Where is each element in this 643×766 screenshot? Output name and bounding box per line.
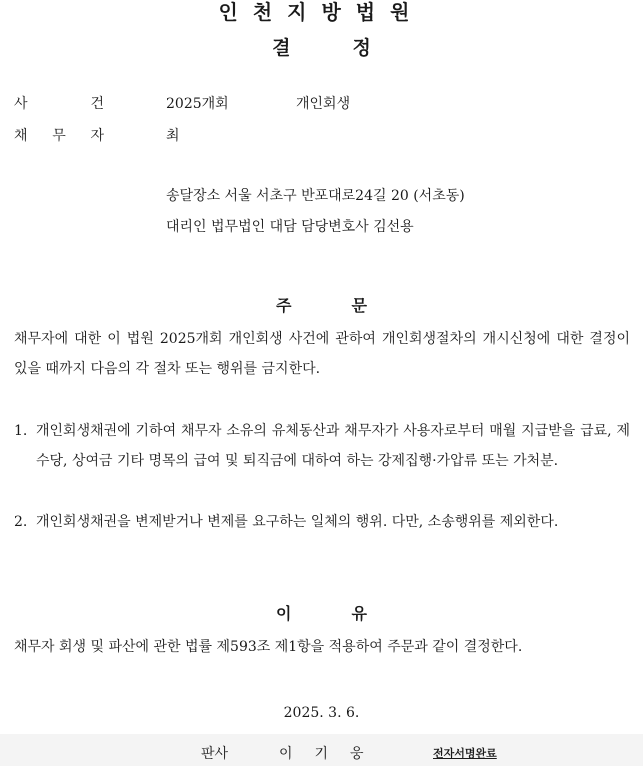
order-item-2-text: 개인회생채권을 변제받거나 변제를 요구하는 일체의 행위. 다만, 소송행위를 제외한다. bbox=[36, 514, 559, 530]
document-type-title: 결정 bbox=[272, 37, 433, 59]
agent-line: 대리인 법무법인 대담 담당변호사 김선용 bbox=[166, 219, 414, 235]
judge-title: 판사 bbox=[201, 746, 229, 762]
service-address: 송달장소 서울 서초구 반포대로24길 20 (서초동) bbox=[166, 188, 465, 204]
case-number: 2025개회 bbox=[166, 96, 229, 112]
judge-name: 이기웅 bbox=[279, 746, 386, 762]
order-heading: 주문 bbox=[276, 296, 427, 315]
case-name: 개인회생 bbox=[296, 96, 351, 112]
order-item-1 bbox=[14, 416, 630, 476]
debtor-name: 최 bbox=[166, 128, 180, 144]
order-item-1-number: 1. bbox=[14, 423, 28, 439]
order-item-1-text: 개인회생채권에 기하여 채무자 소유의 유체동산과 채무자가 사용자로부터 매월 지급받을 급료, 제수당, 상여금 기타 명목의 급여 및 퇴직금에 대하여 하는 강제집행·가압류 또는 가처분. bbox=[36, 423, 630, 469]
reason-heading: 이유 bbox=[276, 604, 427, 623]
order-item-2-number: 2. bbox=[14, 514, 28, 530]
reason-text: 채무자 회생 및 파산에 관한 법률 제593조 제1항을 적용하여 주문과 같이 결정한다. bbox=[14, 639, 523, 655]
debtor-label: 채 무 자 bbox=[14, 128, 104, 144]
e-signature-status: 전자서명완료 bbox=[433, 747, 497, 760]
case-label: 사 건 bbox=[14, 96, 104, 112]
order-intro: 채무자에 대한 이 법원 2025개회 개인회생 사건에 관하여 개인회생절차의 개시신청에 대한 결정이 있을 때까지 다음의 각 절차 또는 행위를 금지한다. bbox=[14, 331, 630, 377]
order-item-2 bbox=[14, 507, 630, 537]
decision-date: 2025. 3. 6. bbox=[283, 705, 360, 721]
court-name: 인천지방법원 bbox=[218, 0, 425, 24]
